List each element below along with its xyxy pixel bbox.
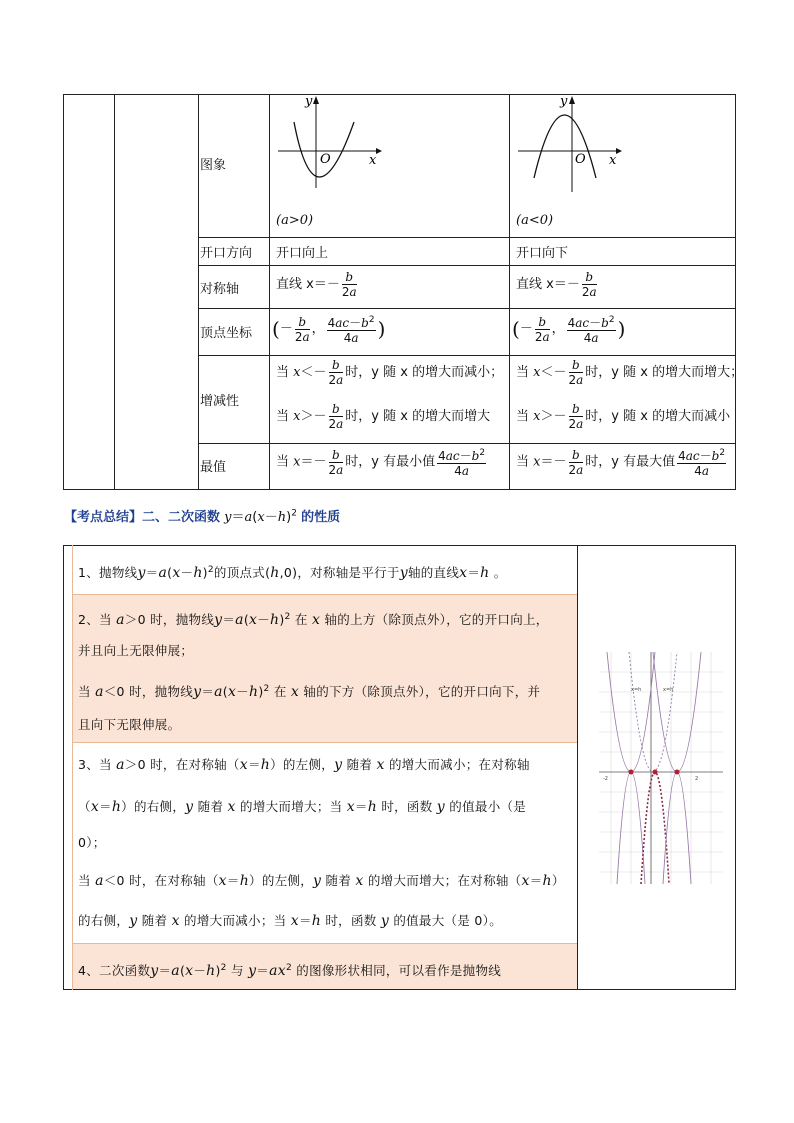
box-item-2-line3: 当 a＜0 时，抛物线$y=a(x-h)^2$ 在 x 轴的下方（除顶点外），它的开口向下，并: [78, 684, 541, 701]
mono-text: 时，y 随 x 的增大而增大；: [585, 365, 744, 380]
svg-text:O: O: [575, 152, 586, 167]
item4-c: 的图像形状相同，可以看作是抛物线: [296, 963, 502, 979]
item4-a: 4、二次函数: [78, 963, 151, 979]
row-label-monotonic: 增减性: [200, 394, 240, 409]
row-label-graph: 图象: [200, 158, 227, 173]
svg-text:x: x: [369, 153, 377, 168]
item2-a: 2、当: [78, 612, 112, 628]
svg-text:-2: -2: [603, 776, 608, 782]
item1-end2: 轴的直线: [407, 565, 460, 581]
section-title: 【考点总结】二、二次函数 $y=a(x-h)^2$ 的性质: [64, 508, 341, 525]
axis-neg: 直线 x＝－ $\frac{b}{2a}$: [516, 270, 597, 299]
svg-text:y: y: [560, 94, 568, 109]
opening-down: 开口向下: [516, 246, 569, 261]
box-item-3-line2: （x＝h）的右侧，y 随着 x 的增大而增大；当 x＝h 时，函数 y 的值最小（是: [78, 799, 527, 815]
item2-b: 时，抛物线: [150, 612, 215, 628]
graph-caption-a-pos: (a>0): [276, 213, 314, 228]
item2-e: 当: [78, 684, 91, 700]
extreme-neg: 当 x＝－ $\frac{b}{2a}$ 时，y 有最大值 $\frac{4ac-b^2}{4a}$: [516, 447, 726, 478]
box-item-1: 1、抛物线$y=a(x-h)^2$的顶点式(h,0)，对称轴是平行于y轴的直线x＝h 。: [78, 565, 507, 582]
mono-text: 时，y 随 x 的增大而增大: [345, 409, 491, 424]
mono-pos-1: 当 x＜－ $\frac{b}{2a}$ 时，y 随 x 的增大而减小；: [276, 358, 504, 387]
svg-text:y: y: [305, 94, 313, 109]
extreme-text: 时，y 有最小值: [345, 454, 436, 470]
mono-text: 时，y 随 x 的增大而减小；: [345, 365, 504, 380]
box-item-3-line5: 的右侧，y 随着 x 的增大而减小；当 x＝h 时，函数 y 的值最大（是 0）。: [78, 913, 502, 929]
row-label-vertex: 顶点坐标: [200, 326, 253, 341]
item2-h: 轴的下方（除顶点外），它的开口向下，并: [303, 684, 541, 700]
item1-end: ，对称轴是平行于: [297, 565, 400, 581]
section-title-suffix: 的性质: [301, 510, 341, 525]
parabola-family-graph: [599, 652, 723, 884]
item1-text: 1、抛物线: [78, 565, 138, 581]
axis-pos: 直线 x＝－ $\frac{b}{2a}$: [276, 270, 357, 299]
opening-up: 开口向上: [276, 246, 329, 261]
graph-label-2: x=h: [663, 687, 674, 693]
row-label-direction: 开口方向: [200, 246, 253, 261]
vertex-pos: (－ $\frac{b}{2a}$ ， $\frac{4ac-b^2}{4a}$ ): [272, 314, 386, 345]
mono-pos-2: 当 x＞－ $\frac{b}{2a}$ 时，y 随 x 的增大而增大: [276, 402, 491, 431]
extreme-text: 时，y 有最大值: [585, 454, 676, 470]
box-item-3-line1: 3、当 a＞0 时，在对称轴（x＝h）的左侧，y 随着 x 的增大而减小；在对称轴: [78, 757, 530, 773]
mono-neg-1: 当 x＜－ $\frac{b}{2a}$ 时，y 随 x 的增大而增大；: [516, 358, 744, 387]
axis-prefix: 直线 x＝－: [516, 277, 580, 292]
item2-c: 在: [294, 612, 308, 628]
mono-neg-2: 当 x＞－ $\frac{b}{2a}$ 时，y 随 x 的增大而减小: [516, 402, 731, 431]
svg-text:2: 2: [695, 776, 699, 782]
box-item-3-line3: 0）；: [78, 835, 106, 850]
item1-mid: 的顶点式: [213, 565, 266, 581]
vertex-neg: (－ $\frac{b}{2a}$ ， $\frac{4ac-b^2}{4a}$ ): [512, 314, 626, 345]
svg-text:O: O: [320, 152, 331, 167]
section-title-prefix: 【考点总结】二、二次函数: [64, 510, 221, 525]
box-item-4: 4、二次函数$y=a(x-h)^2$ 与 $y=ax^2$ 的图像形状相同，可以看作是抛物线: [78, 963, 502, 980]
item2-f: 时，抛物线: [129, 684, 194, 700]
graph-label-1: x=h: [631, 687, 642, 693]
box-item-3-line4: 当 a＜0 时，在对称轴（x＝h）的左侧，y 随着 x 的增大而增大；在对称轴（x＝h）: [78, 873, 565, 889]
graph-caption-a-neg: (a<0): [516, 213, 554, 228]
box-item-2-line4: 且向下无限伸展。: [78, 717, 181, 732]
extreme-pos: 当 x＝－ $\frac{b}{2a}$ 时，y 有最小值 $\frac{4ac-b^2}{4a}$: [276, 447, 486, 478]
item2-g: 在: [273, 684, 287, 700]
item2-d: 轴的上方（除顶点外），它的开口向上，: [324, 612, 549, 628]
item4-b: 与: [230, 963, 244, 979]
box-item-2-line2: 并且向上无限伸展；: [78, 643, 194, 658]
svg-text:x: x: [609, 153, 617, 168]
parabola-down-graph: [512, 92, 632, 192]
row-label-extreme: 最值: [200, 460, 227, 475]
axis-prefix: 直线 x＝－: [276, 277, 340, 292]
parabola-up-graph: [272, 92, 392, 192]
mono-text: 时，y 随 x 的增大而减小: [585, 409, 731, 424]
box-item-2: 2、当 a＞0 时，抛物线$y=a(x-h)^2$ 在 x 轴的上方（除顶点外），它的开口向上，: [78, 612, 549, 629]
row-label-axis: 对称轴: [200, 282, 240, 297]
